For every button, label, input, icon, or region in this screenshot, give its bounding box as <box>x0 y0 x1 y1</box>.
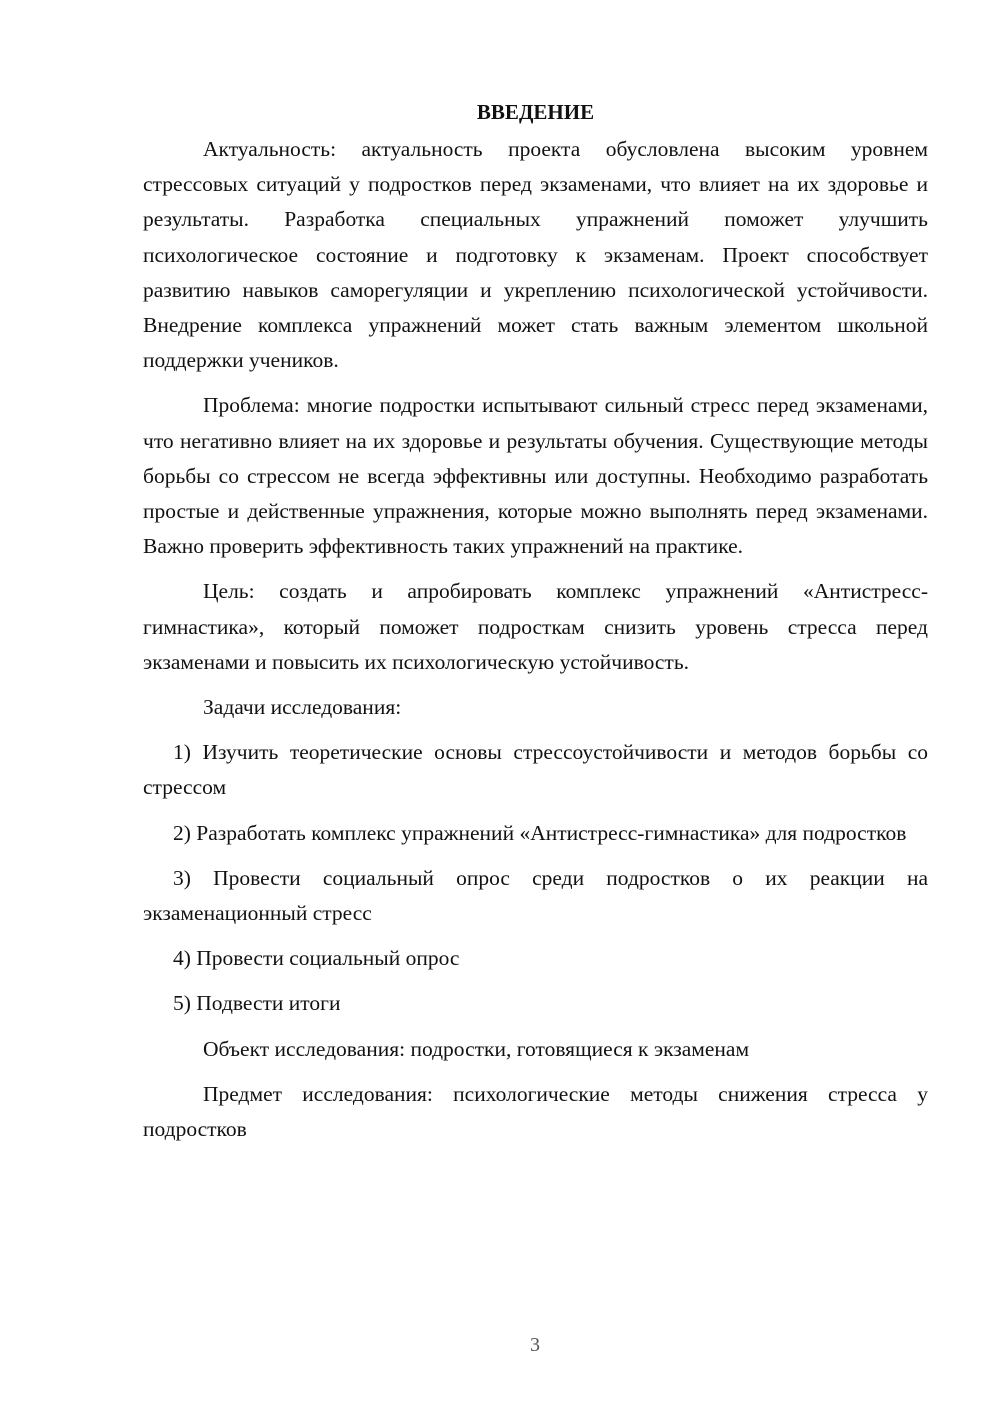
task-item-5: 5) Подвести итоги <box>173 991 341 1016</box>
tasks-heading: Задачи исследования: <box>203 695 402 720</box>
research-object: Объект исследования: подростки, готовящиеся к экзаменам <box>203 1036 750 1061</box>
research-subject: Предмет исследования: психологические методы снижения стресса у подростков <box>143 1081 928 1142</box>
page-number: 3 <box>530 1334 540 1356</box>
document-page <box>143 92 928 1147</box>
task-item-2: 2) Разработать комплекс упражнений «Антистресс-гимнастика» для подростков <box>173 820 907 845</box>
goal-paragraph: Цель: создать и апробировать комплекс упражнений «Антистресс-гимнастика», который поможет подросткам снизить уровень стресса перед экзаменами и повысить их психологическую устойчивость. <box>143 579 928 674</box>
task-item-3: 3) Провести социальный опрос среди подростков о их реакции на экзаменационный стресс <box>143 865 928 926</box>
task-item-4: 4) Провести социальный опрос <box>173 946 460 971</box>
problem-paragraph: Проблема: многие подростки испытывают сильный стресс перед экзаменами, что негативно влияет на их здоровье и результаты обучения. Существующие методы борьбы со стрессом не всегда эффективны или доступны. Необходимо разработать простые и действенные упражнения, которые можно выполнять перед экзаменами. Важно проверить эффективность таких упражнений на практике. <box>143 393 928 559</box>
relevance-paragraph: Актуальность: актуальность проекта обусловлена высоким уровнем стрессовых ситуаций у подростков перед экзаменами, что влияет на их здоровье и результаты. Разработка специальных упражнений поможет улучшить психологическое состояние и подготовку к экзаменам. Проект способствует развитию навыков саморегуляции и укреплению психологической устойчивости. Внедрение комплекса упражнений может стать важным элементом школьной поддержки учеников. <box>143 137 928 373</box>
task-item-1: 1) Изучить теоретические основы стрессоустойчивости и методов борьбы со стрессом <box>143 740 928 800</box>
document-title: ВВЕДЕНИЕ <box>476 100 595 124</box>
